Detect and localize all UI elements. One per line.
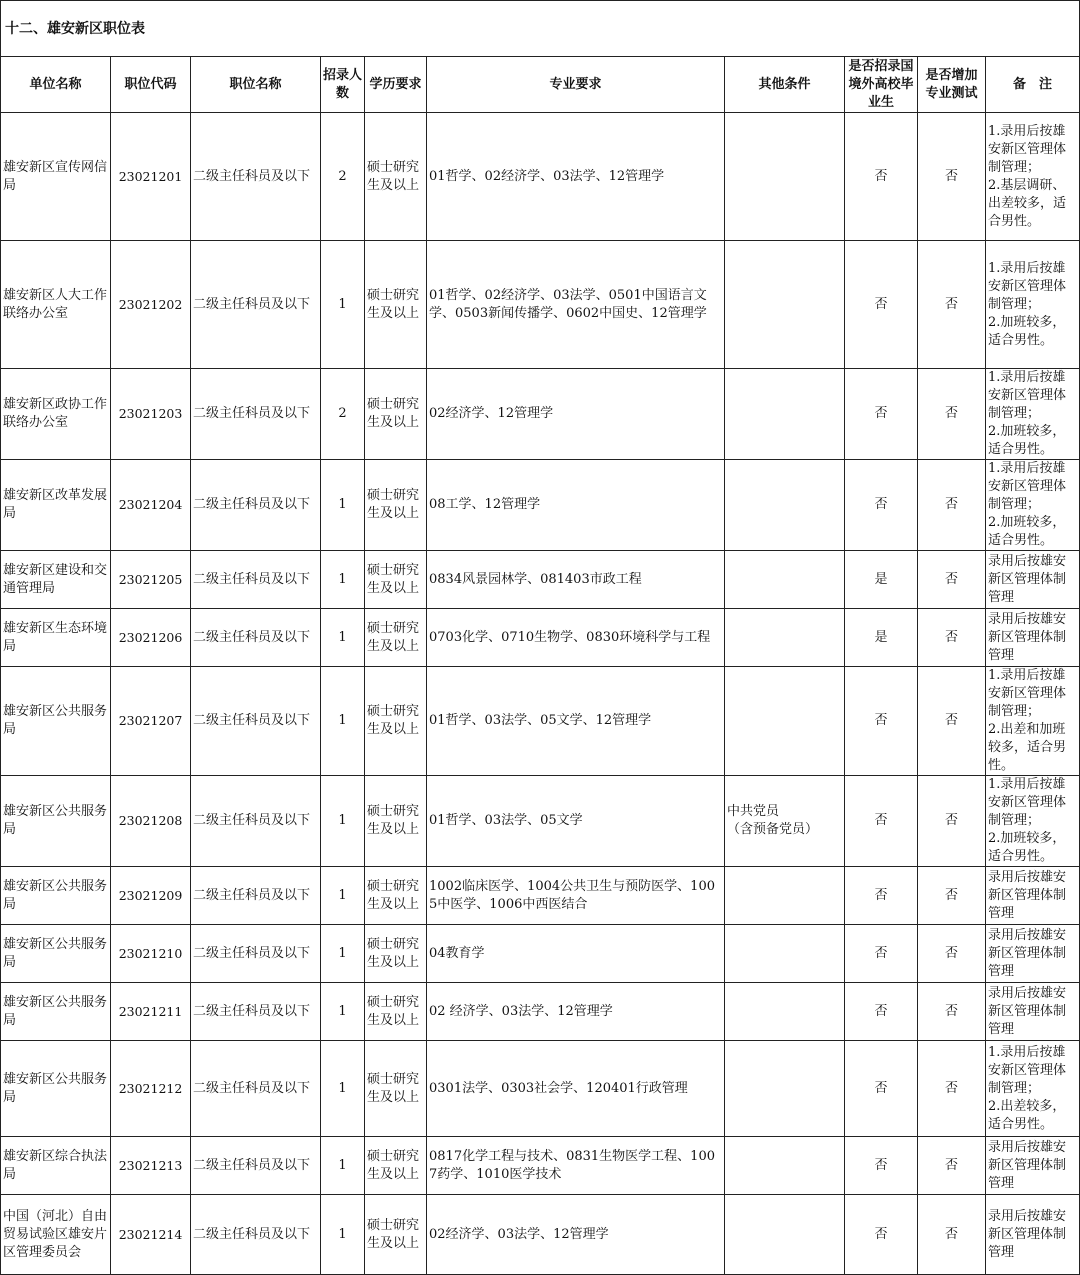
cell-major: 02经济学、12管理学 [427,369,725,460]
cell-overseas: 否 [845,113,918,241]
cell-edu: 硕士研究生及以上 [365,460,427,551]
table-row [1,1195,1080,1275]
cell-note: 录用后按雄安新区管理体制管理 [986,1137,1080,1195]
cell-other [725,369,845,460]
cell-position: 二级主任科员及以下 [191,983,321,1041]
cell-edu: 硕士研究生及以上 [365,667,427,776]
cell-code: 23021213 [111,1137,191,1195]
cell-position: 二级主任科员及以下 [191,1137,321,1195]
cell-unit: 雄安新区公共服务局 [1,667,111,776]
cell-position: 二级主任科员及以下 [191,460,321,551]
cell-other [725,551,845,609]
cell-code: 23021207 [111,667,191,776]
cell-other [725,667,845,776]
cell-major: 01哲学、02经济学、03法学、0501中国语言文学、0503新闻传播学、0602中国史、12管理学 [427,241,725,369]
cell-unit: 雄安新区公共服务局 [1,1041,111,1137]
cell-count: 1 [321,609,365,667]
cell-other [725,1041,845,1137]
cell-major: 0301法学、0303社会学、120401行政管理 [427,1041,725,1137]
header-edu: 学历要求 [365,57,427,113]
table-row [1,460,1080,551]
cell-count: 1 [321,1137,365,1195]
table-caption: 十二、雄安新区职位表 [1,1,1080,57]
cell-code: 23021210 [111,925,191,983]
cell-position: 二级主任科员及以下 [191,867,321,925]
cell-major: 08工学、12管理学 [427,460,725,551]
table-row [1,241,1080,369]
header-position: 职位名称 [191,57,321,113]
cell-test: 否 [918,369,986,460]
cell-unit: 雄安新区公共服务局 [1,983,111,1041]
table-row [1,925,1080,983]
cell-count: 1 [321,983,365,1041]
header-test: 是否增加专业测试 [918,57,986,113]
cell-edu: 硕士研究生及以上 [365,983,427,1041]
cell-count: 2 [321,369,365,460]
cell-code: 23021204 [111,460,191,551]
cell-test: 否 [918,113,986,241]
cell-code: 23021202 [111,241,191,369]
table-row [1,776,1080,867]
cell-test: 否 [918,1195,986,1275]
cell-major: 1002临床医学、1004公共卫生与预防医学、1005中医学、1006中西医结合 [427,867,725,925]
cell-note: 1.录用后按雄安新区管理体制管理； 2.基层调研、出差较多，适合男性。 [986,113,1080,241]
cell-overseas: 否 [845,867,918,925]
cell-test: 否 [918,1137,986,1195]
cell-edu: 硕士研究生及以上 [365,867,427,925]
cell-edu: 硕士研究生及以上 [365,113,427,241]
cell-overseas: 否 [845,776,918,867]
cell-major: 01哲学、03法学、05文学、12管理学 [427,667,725,776]
table-row [1,1041,1080,1137]
cell-count: 1 [321,551,365,609]
cell-other [725,241,845,369]
cell-major: 01哲学、02经济学、03法学、12管理学 [427,113,725,241]
cell-code: 23021208 [111,776,191,867]
cell-code: 23021211 [111,983,191,1041]
cell-other [725,925,845,983]
cell-overseas: 否 [845,460,918,551]
cell-overseas: 否 [845,241,918,369]
table-row [1,113,1080,241]
cell-unit: 中国（河北）自由贸易试验区雄安片区管理委员会 [1,1195,111,1275]
cell-note: 录用后按雄安新区管理体制管理 [986,867,1080,925]
cell-unit: 雄安新区人大工作联络办公室 [1,241,111,369]
cell-overseas: 否 [845,983,918,1041]
header-other: 其他条件 [725,57,845,113]
table-row [1,609,1080,667]
cell-major: 0817化学工程与技术、0831生物医学工程、1007药学、1010医学技术 [427,1137,725,1195]
cell-test: 否 [918,776,986,867]
cell-edu: 硕士研究生及以上 [365,1041,427,1137]
cell-overseas: 否 [845,925,918,983]
cell-unit: 雄安新区建设和交通管理局 [1,551,111,609]
cell-test: 否 [918,667,986,776]
cell-code: 23021206 [111,609,191,667]
cell-overseas: 否 [845,1195,918,1275]
cell-major: 04教育学 [427,925,725,983]
cell-major: 01哲学、03法学、05文学 [427,776,725,867]
cell-overseas: 否 [845,667,918,776]
cell-code: 23021212 [111,1041,191,1137]
header-note: 备 注 [986,57,1080,113]
cell-count: 1 [321,241,365,369]
cell-position: 二级主任科员及以下 [191,925,321,983]
cell-other: 中共党员 （含预备党员） [725,776,845,867]
cell-edu: 硕士研究生及以上 [365,551,427,609]
cell-count: 1 [321,1195,365,1275]
cell-code: 23021201 [111,113,191,241]
cell-unit: 雄安新区公共服务局 [1,867,111,925]
cell-unit: 雄安新区宣传网信局 [1,113,111,241]
cell-test: 否 [918,609,986,667]
cell-edu: 硕士研究生及以上 [365,1137,427,1195]
header-unit: 单位名称 [1,57,111,113]
cell-overseas: 是 [845,551,918,609]
table-row [1,867,1080,925]
header-overseas: 是否招录国境外高校毕业生 [845,57,918,113]
cell-position: 二级主任科员及以下 [191,241,321,369]
cell-note: 1.录用后按雄安新区管理体制管理； 2.加班较多，适合男性。 [986,241,1080,369]
table-row [1,983,1080,1041]
cell-other [725,609,845,667]
cell-position: 二级主任科员及以下 [191,667,321,776]
cell-unit: 雄安新区政协工作联络办公室 [1,369,111,460]
cell-test: 否 [918,241,986,369]
cell-note: 录用后按雄安新区管理体制管理 [986,983,1080,1041]
header-code: 职位代码 [111,57,191,113]
table-row [1,1137,1080,1195]
cell-count: 2 [321,113,365,241]
cell-overseas: 否 [845,1041,918,1137]
cell-other [725,983,845,1041]
cell-code: 23021209 [111,867,191,925]
cell-test: 否 [918,867,986,925]
cell-overseas: 否 [845,1137,918,1195]
cell-edu: 硕士研究生及以上 [365,925,427,983]
cell-count: 1 [321,867,365,925]
cell-other [725,460,845,551]
cell-note: 1.录用后按雄安新区管理体制管理； 2.出差和加班较多，适合男性。 [986,667,1080,776]
cell-edu: 硕士研究生及以上 [365,1195,427,1275]
cell-note: 录用后按雄安新区管理体制管理 [986,551,1080,609]
cell-edu: 硕士研究生及以上 [365,241,427,369]
cell-other [725,1137,845,1195]
cell-unit: 雄安新区公共服务局 [1,925,111,983]
cell-other [725,1195,845,1275]
cell-position: 二级主任科员及以下 [191,1041,321,1137]
header-major: 专业要求 [427,57,725,113]
cell-unit: 雄安新区公共服务局 [1,776,111,867]
cell-overseas: 否 [845,369,918,460]
header-row [1,57,1080,113]
cell-major: 02 经济学、03法学、12管理学 [427,983,725,1041]
cell-note: 录用后按雄安新区管理体制管理 [986,609,1080,667]
cell-test: 否 [918,983,986,1041]
cell-test: 否 [918,551,986,609]
cell-other [725,867,845,925]
cell-other [725,113,845,241]
cell-code: 23021205 [111,551,191,609]
cell-major: 0703化学、0710生物学、0830环境科学与工程 [427,609,725,667]
cell-note: 录用后按雄安新区管理体制管理 [986,925,1080,983]
cell-count: 1 [321,667,365,776]
cell-position: 二级主任科员及以下 [191,551,321,609]
cell-count: 1 [321,776,365,867]
cell-note: 1.录用后按雄安新区管理体制管理； 2.加班较多，适合男性。 [986,460,1080,551]
cell-code: 23021214 [111,1195,191,1275]
cell-code: 23021203 [111,369,191,460]
cell-test: 否 [918,460,986,551]
cell-position: 二级主任科员及以下 [191,369,321,460]
cell-overseas: 是 [845,609,918,667]
cell-unit: 雄安新区改革发展局 [1,460,111,551]
cell-note: 1.录用后按雄安新区管理体制管理； 2.加班较多，适合男性。 [986,776,1080,867]
cell-position: 二级主任科员及以下 [191,609,321,667]
caption-row [1,1,1080,57]
header-count: 招录人数 [321,57,365,113]
cell-note: 录用后按雄安新区管理体制管理 [986,1195,1080,1275]
cell-count: 1 [321,460,365,551]
cell-unit: 雄安新区综合执法局 [1,1137,111,1195]
cell-note: 1.录用后按雄安新区管理体制管理； 2.出差较多，适合男性。 [986,1041,1080,1137]
cell-edu: 硕士研究生及以上 [365,776,427,867]
table-row [1,369,1080,460]
cell-test: 否 [918,1041,986,1137]
table-row [1,551,1080,609]
cell-note: 1.录用后按雄安新区管理体制管理； 2.加班较多，适合男性。 [986,369,1080,460]
cell-unit: 雄安新区生态环境局 [1,609,111,667]
cell-position: 二级主任科员及以下 [191,776,321,867]
cell-edu: 硕士研究生及以上 [365,609,427,667]
cell-position: 二级主任科员及以下 [191,113,321,241]
cell-major: 0834风景园林学、081403市政工程 [427,551,725,609]
cell-major: 02经济学、03法学、12管理学 [427,1195,725,1275]
cell-position: 二级主任科员及以下 [191,1195,321,1275]
cell-count: 1 [321,925,365,983]
cell-count: 1 [321,1041,365,1137]
cell-edu: 硕士研究生及以上 [365,369,427,460]
table-row [1,667,1080,776]
cell-test: 否 [918,925,986,983]
